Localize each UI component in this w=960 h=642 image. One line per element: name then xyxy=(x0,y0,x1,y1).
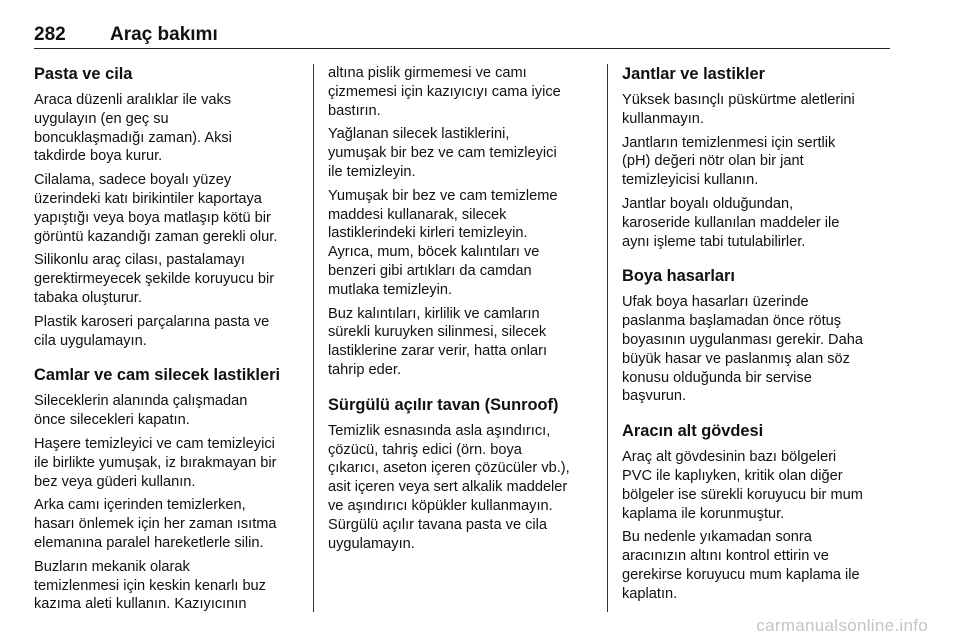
paragraph: Buz kalıntıları, kirlilik ve camların sürekli kuruyken silinmesi, silecek lastiklerine zarar verir, hatta onları tahrip eder. xyxy=(328,305,547,378)
page-header xyxy=(34,18,890,49)
paragraph: Jantların temizlenmesi için sertlik (pH) değeri nötr olan bir jant temizleyicisi kullanın. xyxy=(622,134,836,189)
paragraph: Yüksek basınçlı püskürtme aletlerini kullanmayın. xyxy=(622,92,855,127)
heading-pasta-ve-cila: Pasta ve cila xyxy=(34,65,133,83)
heading-sunroof: Sürgülü açılır tavan (Sunroof) xyxy=(328,395,559,414)
paragraph: Araç alt gövdesinin bazı bölgeleri PVC ile kaplıyken, kritik olan diğer bölgeler ise sürekli koruyucu bir mum kaplama ile korunmuştur. xyxy=(622,449,863,522)
paragraph: Cilalama, sadece boyalı yüzey üzerindeki katı birikintiler kaportaya yapıştığı veya boya matlaşıp kötü bir görüntü kazandığı zaman gerekli olur. xyxy=(34,172,278,245)
paragraph: Arka camı içerinden temizlerken, hasarı önlemek için her zaman ısıtma elemanına paralel hareketlerle silin. xyxy=(34,497,277,551)
watermark: carmanualsonline.info xyxy=(756,616,928,635)
paragraph: Yumuşak bir bez ve cam temizleme maddesi kullanarak, silecek lastiklerindeki kirleri temizleyin. Ayrıca, mum, böcek kalıntıları ve benzeri gibi artıkları da camdan mutlaka temizleyin. xyxy=(328,187,558,298)
heading-camlar: Camlar ve cam silecek lastikleri xyxy=(34,366,281,385)
column-divider xyxy=(313,64,314,612)
paragraph: altına pislik girmemesi ve camı çizmemesi için kazıyıcıyı cama iyice bastırın. xyxy=(328,65,561,119)
paragraph: Araca düzenli aralıklar ile vaks uygulayın (en geç su boncuklaşmadığı zaman). Aksi takdirde boya kurur. xyxy=(34,92,232,165)
paragraph: Buzların mekanik olarak temizlenmesi için keskin kenarlı buz kazıma aleti kullanın. Kazıyıcının xyxy=(34,558,266,613)
paragraph: Sileceklerin alanında çalışmadan önce silecekleri kapatın. xyxy=(34,393,248,429)
paragraph: Temizlik esnasında asla aşındırıcı, çözücü, tahriş edici (örn. boya çıkarıcı, aseton içeren çözücüler vb.), asit içeren veya sert alkalik maddeler ve aşındırıcı köpükler kullanmayın. Sürgülü açılır tavana pasta ve cila uygulamayın. xyxy=(328,422,570,552)
paragraph: Jantlar boyalı olduğundan, karoseride kullanılan maddeler ile aynı işleme tabi tutulabilirler. xyxy=(622,195,840,250)
chapter-title: Araç bakımı xyxy=(110,24,218,45)
column-divider xyxy=(607,64,608,612)
page-number: 282 xyxy=(34,24,66,45)
column-middle xyxy=(328,64,598,558)
paragraph: Yağlanan silecek lastiklerini, yumuşak bir bez ve cam temizleyici ile temizleyin. xyxy=(328,126,557,180)
paragraph: Plastik karoseri parçalarına pasta ve cila uygulamayın. xyxy=(34,313,270,349)
heading-jantlar: Jantlar ve lastikler xyxy=(622,65,766,83)
paragraph: Ufak boya hasarları üzerinde paslanma başlamadan önce rötuş boyasının uygulanması gerekir. Daha büyük hasar ve paslanmış alan söz konusu olduğunda bir servise başvurun. xyxy=(622,294,863,405)
column-right xyxy=(622,64,892,609)
heading-boya-hasarlari: Boya hasarları xyxy=(622,267,735,286)
paragraph: Haşere temizleyici ve cam temizleyici ile birlikte yumuşak, iz bırakmayan bir bez veya güderi kullanın. xyxy=(34,435,277,490)
paragraph: Silikonlu araç cilası, pastalamayı gerektirmeyecek şekilde koruyucu bir tabaka oluşturur. xyxy=(34,252,275,306)
heading-alt-govde: Aracın alt gövdesi xyxy=(622,422,764,441)
column-left xyxy=(34,64,304,619)
paragraph: Bu nedenle yıkamadan sonra aracınızın altını kontrol ettirin ve gerekirse koruyucu mum kaplama ile kaplatın. xyxy=(622,529,860,602)
